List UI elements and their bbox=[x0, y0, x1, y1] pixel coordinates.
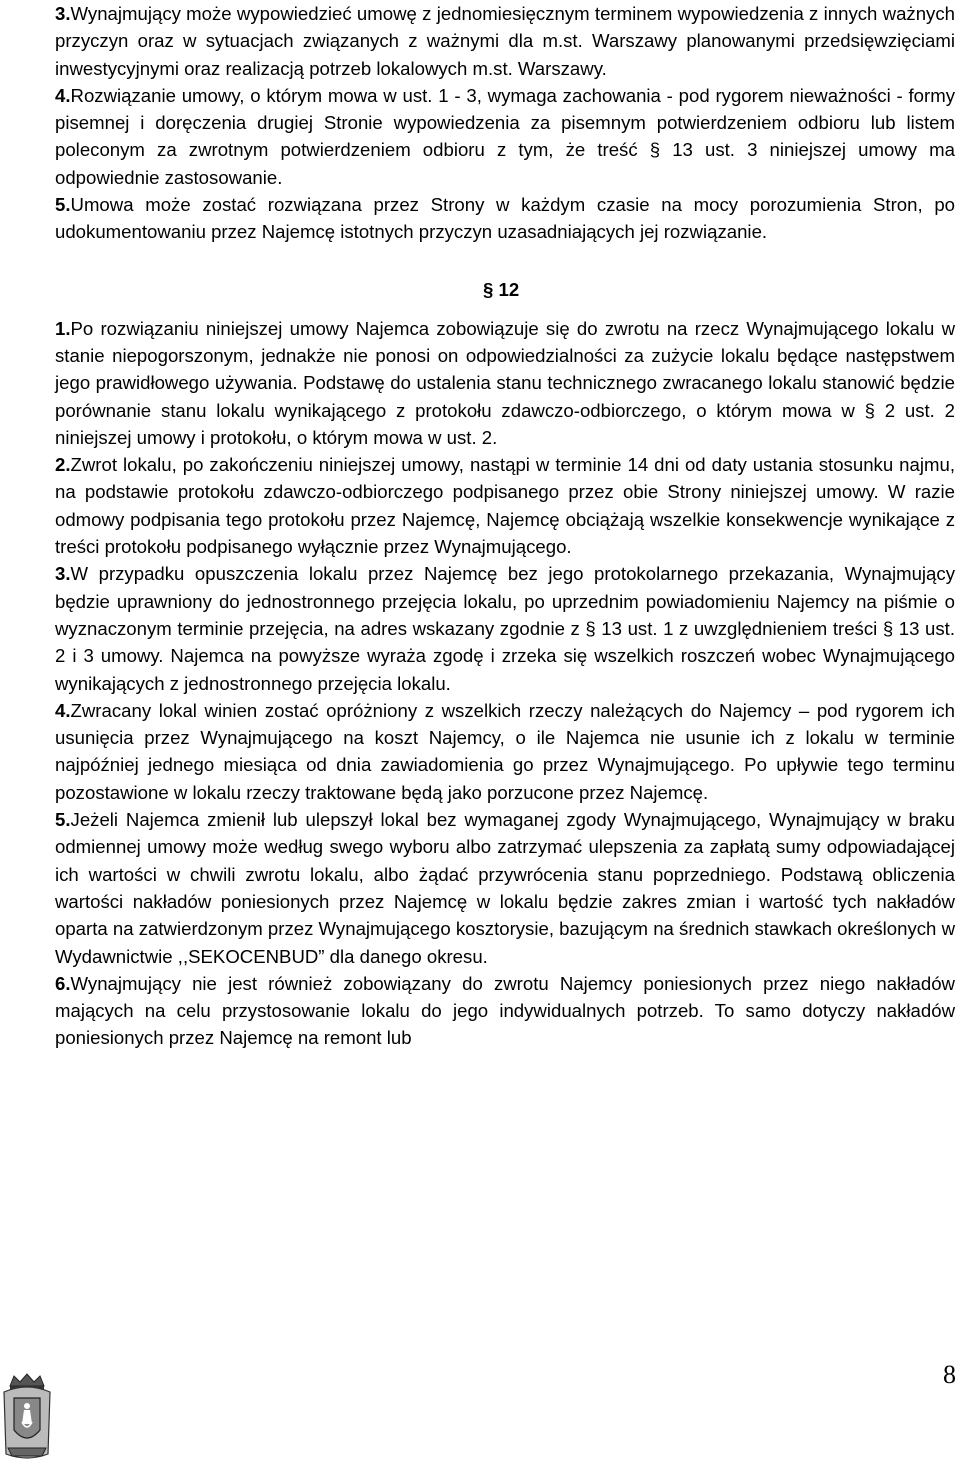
paragraph-number: 6. bbox=[55, 972, 71, 994]
paragraph-12-1 bbox=[55, 315, 955, 451]
paragraph-text: Rozwiązanie umowy, o którym mowa w ust. 1 - 3, wymaga zachowania - pod rygorem nieważności - formy pisemnej i doręczenia drugiej Stronie wypowiedzenia za pisemnym potwierdzeniem odbioru lub listem poleconym za zwrotnym potwierdzeniem odbioru z tym, że treść § 13 ust. 3 niniejszej umowy ma odpowiednie zastosowanie. bbox=[55, 84, 955, 188]
paragraph-12-5 bbox=[55, 806, 955, 970]
paragraph-12-4 bbox=[55, 697, 955, 806]
paragraph-text: Zwrot lokalu, po zakończeniu niniejszej umowy, nastąpi w terminie 14 dni od daty ustania stosunku najmu, na podstawie protokołu zdawczo-odbiorczego podpisanego przez obie Strony niniejszej umowy. W razie odmowy podpisania tego protokołu przez Najemcę, Najemcę obciążają wszelkie konsekwencje wynikające z treści protokołu podpisanego wyłącznie przez Wynajmującego. bbox=[55, 454, 955, 558]
paragraph-number: 4. bbox=[55, 84, 71, 106]
paragraph-text: Umowa może zostać rozwiązana przez Strony w każdym czasie na mocy porozumienia Stron, po udokumentowaniu przez Najemcę istotnych przyczyn uzasadniających jej rozwiązanie. bbox=[55, 194, 955, 243]
paragraph-number: 5. bbox=[55, 809, 71, 831]
page-number: 8 bbox=[943, 1360, 956, 1389]
paragraph-text: W przypadku opuszczenia lokalu przez Najemcę bez jego protokolarnego przekazania, Wynajmujący będzie uprawniony do jednostronnego przejęcia lokalu, po uprzednim powiadomieniu Najemcy na piśmie o wyznaczonym terminie przejęcia, na adres wskazany zgodnie z § 13 ust. 1 z uwzględnieniem treści § 13 ust. 2 i 3 umowy. Najemca na powyższe wyraża zgodę i zrzeka się wszelkich roszczeń wobec Wynajmującego wynikających z jednostronnego przejęcia lokalu. bbox=[55, 563, 955, 694]
paragraph-number: 1. bbox=[55, 317, 71, 339]
document-page bbox=[55, 0, 955, 1052]
paragraph-text: Po rozwiązaniu niniejszej umowy Najemca zobowiązuje się do zwrotu na rzecz Wynajmującego lokalu w stanie niepogorszonym, jednakże nie ponosi on odpowiedzialności za zużycie lokalu będące następstwem jego prawidłowego używania. Podstawę do ustalenia stanu technicznego zwracanego lokalu stanowić będzie porównanie stanu lokalu wynikającego z protokołu zdawczo-odbiorczego, o którym mowa w § 2 ust. 2 niniejszej umowy i protokołu, o którym mowa w ust. 2. bbox=[55, 317, 955, 448]
paragraph-number: 3. bbox=[55, 3, 71, 24]
paragraph-number: 4. bbox=[55, 699, 71, 721]
paragraph-4 bbox=[55, 82, 955, 191]
paragraph-3 bbox=[55, 0, 955, 82]
paragraph-12-6 bbox=[55, 970, 955, 1052]
paragraph-text: Jeżeli Najemca zmienił lub ulepszył lokal bez wymaganej zgody Wynajmującego, Wynajmujący w braku odmiennej umowy może według swego wyboru albo zatrzymać ulepszenia za zapłatą sumy odpowiadającej ich wartości w chwili zwrotu lokalu, albo żądać przywrócenia stanu poprzedniego. Podstawą obliczenia wartości nakładów poniesionych przez Najemcę w lokalu będzie zakres zmian i wartość tych nakładów oparta na zatwierdzonym przez Wynajmującego kosztorysie, bazującym na średnich stawkach określonych w Wydawnictwie ,,SEKOCENBUD” dla danego okresu. bbox=[55, 809, 955, 967]
section-heading: § 12 bbox=[483, 278, 520, 300]
paragraph-5 bbox=[55, 191, 955, 246]
paragraph-12-3 bbox=[55, 560, 955, 696]
paragraph-number: 3. bbox=[55, 563, 71, 585]
paragraph-text: Wynajmujący może wypowiedzieć umowę z jednomiesięcznym terminem wypowiedzenia z innych ważnych przyczyn oraz w sytuacjach związanych z ważnymi dla m.st. Warszawy planowanymi przedsięwzięciami inwestycyjnymi oraz realizacją potrzeb lokalowych m.st. Warszawy. bbox=[55, 3, 955, 79]
paragraph-12-2 bbox=[55, 451, 955, 560]
warsaw-coat-of-arms-icon bbox=[2, 1372, 52, 1462]
paragraph-number: 2. bbox=[55, 454, 71, 476]
paragraph-text: Wynajmujący nie jest również zobowiązany do zwrotu Najemcy poniesionych przez niego nakładów mających na celu przystosowanie lokalu do jego indywidualnych potrzeb. To samo dotyczy nakładów poniesionych przez Najemcę na remont lub bbox=[55, 972, 955, 1049]
paragraph-number: 5. bbox=[55, 194, 71, 216]
paragraph-text: Zwracany lokal winien zostać opróżniony z wszelkich rzeczy należących do Najemcy – pod rygorem ich usunięcia przez Wynajmującego na koszt Najemcy, o ile Najemca nie usunie ich z lokalu w terminie najpóźniej jednego miesiąca od dnia zawiadomienia go przez Wynajmującego. Po upływie tego terminu pozostawione w lokalu rzeczy traktowane będą jako porzucone przez Najemcę. bbox=[55, 699, 955, 803]
